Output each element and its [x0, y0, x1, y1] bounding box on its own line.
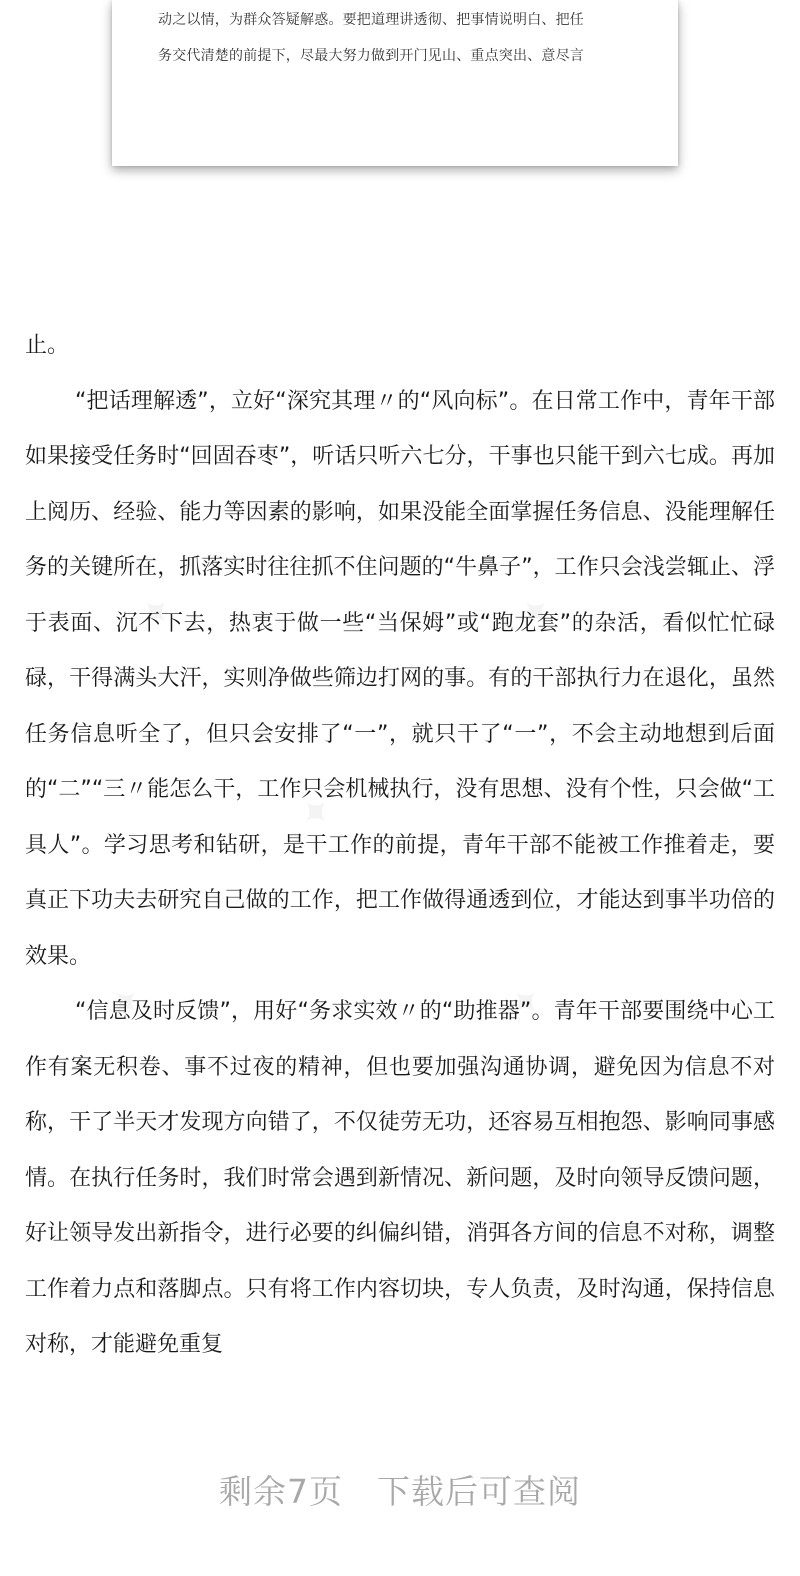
preview-line-1: 动之以情，为群众答疑解惑。要把道理讲透彻、把事情说明白、把任: [158, 12, 584, 28]
preview-line-2: 务交代清楚的前提下，尽最大努力做到开门见山、重点突出、意尽言: [158, 48, 584, 64]
paragraph-understand: “把话理解透”，立好“深究其理〃的“风向标”。在日常工作中，青年干部如果接受任务时“回固吞枣”，听话只听六七分，干事也只能干到六七成。再加上阅历、经验、能力等因素的影响，如果没能全面掌握任务信息、没能理解任务的关键所在，抓落实时往往抓不住问题的“牛鼻子”，工作只会浅尝辄止、浮于表面、沉不下去，热衷于做一些“当保姆”或“跑龙套”的杂活，看似忙忙碌碌，干得满头大汗，实则净做些筛边打网的事。有的干部执行力在退化，虽然任务信息听全了，但只会安排了“一”，就只干了“一”，不会主动地想到后面的“二”“三〃能怎么干，工作只会机械执行，没有思想、没有个性，只会做“工具人”。学习思考和钻研，是干工作的前提，青年干部不能被工作推着走，要真正下功夫去研究自己做的工作，把工作做得通透到位，才能达到事半功倍的效果。: [25, 388, 775, 969]
preview-card: [112, 0, 678, 166]
paragraph-continuation: 止。: [25, 333, 70, 358]
remaining-pages-label: 剩余7页: [219, 1472, 343, 1511]
paragraph-feedback: “信息及时反馈”，用好“务求实效〃的“助推器”。青年干部要围绕中心工作有案无积卷、事不过夜的精神，但也要加强沟通协调，避免因为信息不对称，干了半天才发现方向错了，不仅徒劳无功，还容易互相抱怨、影响同事感情。在执行任务时，我们时常会遇到新情况、新问题，及时向领导反馈问题，好让领导发出新指令，进行必要的纠偏纠错，消弭各方间的信息不对称，调整工作着力点和落脚点。只有将工作内容切块，专人负责，及时沟通，保持信息对称，才能避免重复: [25, 999, 775, 1357]
article-body: [25, 318, 775, 1373]
download-prompt[interactable]: [0, 1466, 800, 1513]
download-to-view-label: 下载后可查阅: [377, 1472, 581, 1511]
